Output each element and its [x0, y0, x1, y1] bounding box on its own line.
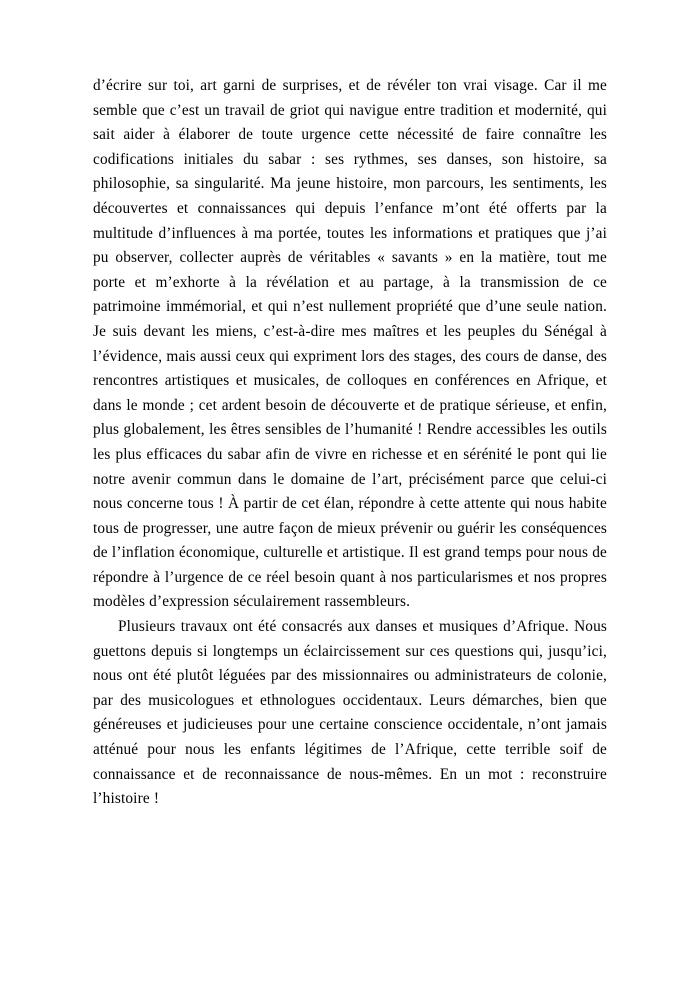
paragraph-new: Plusieurs travaux ont été consacrés aux danses et musiques d’Afrique. Nous guettons depuis si longtemps un éclaircissement sur ces questions qui, jusqu’ici, nous ont été plutôt léguées par des missionnaires ou administrateurs de colonie, par des musicologues et ethnologues occidentaux. Leurs démarches, bien que généreuses et judicieuses pour une certaine conscience occidentale, n’ont jamais atténué pour nous les enfants légitimes de l’Afrique, cette terrible soif de connaissance et de reconnaissance de nous-mêmes. En un mot : reconstruire l’histoire !	[93, 618, 607, 808]
paragraph-continuation: d’écrire sur toi, art garni de surprises, et de révéler ton vrai visage. Car il me semble que c’est un travail de griot qui navigue entre tradition et modernité, qui sait aider à élaborer de toute urgence cette nécessité de faire connaître les codifications initiales du sabar : ses rythmes, ses danses, son histoire, sa philosophie, sa singularité. Ma jeune histoire, mon parcours, les sentiments, les découvertes et connaissances qui depuis l’enfance m’ont été offerts par la multitude d’influences à ma portée, toutes les informations et pratiques que j’ai pu observer, collecter auprès de véritables « savants » en la matière, tout me porte et m’exhorte à la révélation et au partage, à la transmission de ce patrimoine immémorial, et qui n’est nullement propriété que d’une seule nation. Je suis devant les miens, c’est-à-dire mes maîtres et les peuples du Sénégal à l’évidence, mais aussi ceux qui expriment lors des stages, des cours de danse, des rencontres artistiques et musicales, de colloques en conférences en Afrique, et dans le monde ; cet ardent besoin de découverte et de pratique sérieuse, et enfin, plus globalement, les êtres sensibles de l’humanité ! Rendre accessibles les outils les plus efficaces du sabar afin de vivre en richesse et en sérénité le pont qui lie notre avenir commun dans le domaine de l’art, précisément parce que celui-ci nous concerne tous ! À partir de cet élan, répondre à cette attente qui nous habite tous de progresser, une autre façon de mieux prévenir ou guérir les conséquences de l’inflation économique, culturelle et artistique. Il est grand temps pour nous de répondre à l’urgence de ce réel besoin quant à nos particularismes et nos propres modèles d’expression séculairement rassembleurs.	[93, 77, 607, 611]
body-text-block	[93, 74, 607, 812]
